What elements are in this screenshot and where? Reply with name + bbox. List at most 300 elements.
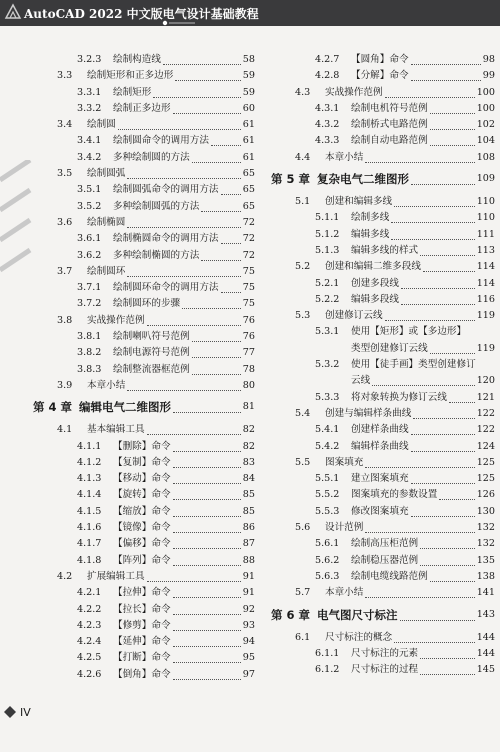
page-ref: 91 xyxy=(242,587,255,599)
section-number: 4.1.7 xyxy=(77,538,102,550)
leader-dots xyxy=(372,384,475,386)
leader-dots xyxy=(411,433,475,435)
toc-subsection[interactable] xyxy=(33,487,255,503)
leader-dots xyxy=(420,547,475,549)
section-title: 【删除】命令 xyxy=(113,440,171,452)
page-ref: 75 xyxy=(242,282,255,294)
toc-section[interactable] xyxy=(271,630,495,646)
leader-dots xyxy=(147,580,241,582)
toc-subsection[interactable] xyxy=(33,248,255,264)
section-number: 4.1.3 xyxy=(77,473,102,485)
page-ref: 97 xyxy=(242,668,255,680)
leader-dots xyxy=(423,270,475,272)
section-number: 3.4 xyxy=(57,119,73,131)
page-ref: 138 xyxy=(476,570,495,582)
section-title: 图案填充 xyxy=(325,456,364,468)
section-number: 5.3.3 xyxy=(315,391,340,403)
toc-subsection[interactable] xyxy=(271,471,495,487)
page-ref: 86 xyxy=(242,522,255,534)
leader-dots xyxy=(173,596,241,598)
section-title: 绘制矩形和正多边形 xyxy=(87,70,174,82)
leader-dots xyxy=(411,450,475,452)
leader-dots xyxy=(173,531,241,533)
toc-subsection[interactable] xyxy=(33,329,255,345)
section-title: 【偏移】命令 xyxy=(113,538,171,550)
leader-dots xyxy=(391,221,474,223)
page-ref: 100 xyxy=(476,102,495,114)
leader-dots xyxy=(173,498,241,500)
section-number: 3.6.2 xyxy=(77,249,102,261)
section-title: 绘制电缆线路范例 xyxy=(351,570,428,582)
section-number: 5.1.2 xyxy=(315,228,340,240)
leader-dots xyxy=(192,356,241,358)
leader-dots xyxy=(411,482,475,484)
section-title: 绘制圆 xyxy=(87,119,116,131)
toc-section[interactable] xyxy=(271,455,495,471)
toc-subsection[interactable] xyxy=(33,101,255,117)
toc-subsection[interactable] xyxy=(271,101,495,117)
toc-section[interactable] xyxy=(33,166,255,182)
section-number: 5.3.2 xyxy=(315,359,340,371)
section-number: 4.3.1 xyxy=(315,102,340,114)
leader-dots xyxy=(173,450,241,452)
section-number: 5.5 xyxy=(295,456,311,468)
toc-subsection[interactable] xyxy=(33,602,255,618)
page-ref: 81 xyxy=(242,401,255,413)
section-title: 【分解】命令 xyxy=(351,70,409,82)
section-title: 修改图案填充 xyxy=(351,505,409,517)
section-title: 图案填充的参数设置 xyxy=(351,489,438,501)
leader-dots xyxy=(153,96,240,98)
leader-dots xyxy=(411,515,475,517)
toc-subsection[interactable] xyxy=(271,324,495,340)
section-number: 5.1 xyxy=(295,196,311,208)
section-number: 4.2.2 xyxy=(77,603,102,615)
leader-dots xyxy=(175,79,240,81)
section-title: 绘制整流器框范例 xyxy=(113,363,190,375)
toc-subsection[interactable] xyxy=(33,504,255,520)
page-ref: 92 xyxy=(242,603,255,615)
section-title: 绘制圆环 xyxy=(87,265,126,277)
leader-dots xyxy=(127,226,240,228)
section-title: 创建和编辑二维多段线 xyxy=(325,261,421,273)
leader-dots xyxy=(394,641,475,643)
toc-section[interactable] xyxy=(271,259,495,275)
section-number: 5.1.3 xyxy=(315,244,340,256)
section-title: 绘制圆弧 xyxy=(87,168,126,180)
section-number: 5.5.1 xyxy=(315,473,340,485)
section-number: 4.3.2 xyxy=(315,119,340,131)
toc-chapter[interactable] xyxy=(271,604,495,626)
toc-subsection[interactable] xyxy=(271,422,495,438)
page-ref: 114 xyxy=(476,277,495,289)
page-ref: 80 xyxy=(242,379,255,391)
page-ref: 141 xyxy=(476,587,495,599)
toc-section[interactable] xyxy=(33,215,255,231)
leader-dots xyxy=(430,580,475,582)
section-number: 3.5.1 xyxy=(77,184,102,196)
toc-subsection[interactable] xyxy=(271,133,495,149)
page-ref: 110 xyxy=(476,212,495,224)
leader-dots xyxy=(118,128,241,130)
chapter-title: 编辑电气二维图形 xyxy=(79,400,171,415)
toc-section[interactable] xyxy=(271,85,495,101)
leader-dots xyxy=(413,417,474,419)
page-ref: 125 xyxy=(476,473,495,485)
leader-dots xyxy=(430,112,475,114)
leader-dots xyxy=(163,63,241,65)
page-ref: 65 xyxy=(242,184,255,196)
leader-dots xyxy=(411,183,475,185)
section-title: 绘制圆命令的调用方法 xyxy=(113,135,209,147)
toc-section[interactable] xyxy=(33,422,255,438)
section-number: 3.8.2 xyxy=(77,347,102,359)
section-number: 3.2.3 xyxy=(77,54,102,65)
toc-subsection[interactable] xyxy=(33,296,255,312)
toc-section[interactable] xyxy=(271,520,495,536)
section-number: 3.3.2 xyxy=(77,102,102,114)
section-title: 多种绘制椭圆的方法 xyxy=(113,249,200,261)
toc-section[interactable] xyxy=(33,569,255,585)
section-number: 3.3 xyxy=(57,70,73,82)
toc-subsection[interactable] xyxy=(271,292,495,308)
section-number: 3.7.1 xyxy=(77,282,102,294)
toc-section[interactable] xyxy=(271,194,495,210)
toc-subsection[interactable] xyxy=(271,536,495,552)
section-title: 编辑多段线 xyxy=(351,293,399,305)
section-number: 6.1.2 xyxy=(315,664,340,676)
header-ornament-icon xyxy=(162,20,196,26)
toc-subsection[interactable] xyxy=(271,243,495,259)
page-ref: 109 xyxy=(476,173,495,185)
section-number: 6.1.1 xyxy=(315,647,340,659)
section-title: 【倒角】命令 xyxy=(113,668,171,680)
leader-dots xyxy=(127,275,240,277)
section-title: 建立图案填充 xyxy=(351,473,409,485)
section-title: 编辑样条曲线 xyxy=(351,440,409,452)
page-ref: 126 xyxy=(476,489,495,501)
section-title: 绘制圆弧命令的调用方法 xyxy=(113,184,219,196)
toc-subsection[interactable] xyxy=(271,357,495,373)
toc-subsection[interactable] xyxy=(33,455,255,471)
toc-subsection[interactable] xyxy=(271,373,495,389)
page-ref: 72 xyxy=(242,249,255,261)
section-number: 3.9 xyxy=(57,379,73,391)
section-title: 绘制椭圆 xyxy=(87,216,126,228)
page-ref: 72 xyxy=(242,233,255,245)
page-ref: 84 xyxy=(242,473,255,485)
section-title: 【拉伸】命令 xyxy=(113,587,171,599)
leader-dots xyxy=(411,79,481,81)
page-ref: 82 xyxy=(242,424,255,436)
leader-dots xyxy=(127,389,240,391)
toc-subsection[interactable] xyxy=(33,199,255,215)
section-title: 绘制矩形 xyxy=(113,86,152,98)
page-ref: 60 xyxy=(242,102,255,114)
section-number: 4.3.3 xyxy=(315,135,340,147)
leader-dots xyxy=(365,466,474,468)
section-title: 绘制圆环命令的调用方法 xyxy=(113,282,219,294)
toc-subsection[interactable] xyxy=(271,553,495,569)
toc-subsection[interactable] xyxy=(271,68,495,84)
page-marker-icon xyxy=(4,706,16,718)
toc-subsection[interactable] xyxy=(33,667,255,683)
toc-subsection[interactable] xyxy=(33,345,255,361)
toc-subsection[interactable] xyxy=(33,85,255,101)
toc-section[interactable] xyxy=(33,117,255,133)
page-ref: 91 xyxy=(242,570,255,582)
toc-subsection[interactable] xyxy=(33,536,255,552)
leader-dots xyxy=(173,112,241,114)
section-title: 使用【矩形】或【多边形】 xyxy=(351,326,467,338)
section-title: 本章小结 xyxy=(87,379,126,391)
toc-subsection[interactable] xyxy=(33,133,255,149)
page-ref: 113 xyxy=(476,244,495,256)
leader-dots xyxy=(385,319,475,321)
leader-dots xyxy=(365,531,474,533)
section-title: 实战操作范例 xyxy=(87,314,145,326)
page-ref: 65 xyxy=(242,200,255,212)
toc-subsection[interactable] xyxy=(271,341,495,357)
section-title: 类型创建修订云线 xyxy=(351,342,428,354)
page-ref: 76 xyxy=(242,314,255,326)
page-ref: 85 xyxy=(242,489,255,501)
page-ref: 124 xyxy=(476,440,495,452)
leader-dots xyxy=(420,254,475,256)
leader-dots xyxy=(430,128,475,130)
section-number: 4.2.3 xyxy=(77,619,102,631)
page-ref: 85 xyxy=(242,505,255,517)
section-title: 【镜像】命令 xyxy=(113,522,171,534)
section-number: 5.4 xyxy=(295,407,311,419)
toc-subsection[interactable] xyxy=(33,362,255,378)
page-ref: 108 xyxy=(476,151,495,163)
toc-subsection[interactable] xyxy=(33,280,255,296)
page-ref: 75 xyxy=(242,265,255,277)
section-title: 创建多段线 xyxy=(351,277,399,289)
page-ref: 61 xyxy=(242,135,255,147)
section-number: 3.5.2 xyxy=(77,200,102,212)
leader-dots xyxy=(192,373,241,375)
toc-section[interactable] xyxy=(271,406,495,422)
page-ref: 122 xyxy=(476,407,495,419)
page-ref: 61 xyxy=(242,151,255,163)
leader-dots xyxy=(430,144,475,146)
page-header xyxy=(0,0,500,26)
section-title: 编辑多线的样式 xyxy=(351,244,419,256)
section-number: 3.8.3 xyxy=(77,363,102,375)
page-ref: 88 xyxy=(242,554,255,566)
leader-dots xyxy=(173,629,241,631)
leader-dots xyxy=(401,287,475,289)
section-number: 3.5 xyxy=(57,168,73,180)
page-ref: 65 xyxy=(242,168,255,180)
toc-subsection[interactable] xyxy=(271,504,495,520)
toc-subsection[interactable] xyxy=(271,117,495,133)
section-number: 3.6 xyxy=(57,216,73,228)
page-ref: 125 xyxy=(476,456,495,468)
toc-subsection[interactable] xyxy=(271,646,495,662)
section-number: 4.2.7 xyxy=(315,54,340,65)
section-title: 绘制圆环的步骤 xyxy=(113,298,181,310)
section-number: 5.3.1 xyxy=(315,326,340,338)
section-title: 绘制椭圆命令的调用方法 xyxy=(113,233,219,245)
leader-dots xyxy=(173,613,241,615)
leader-dots xyxy=(192,340,241,342)
section-title: 绘制自动电路范例 xyxy=(351,135,428,147)
section-title: 云线 xyxy=(351,375,371,387)
section-number: 5.2.1 xyxy=(315,277,340,289)
page-ref: 100 xyxy=(476,86,495,98)
page-ref: 82 xyxy=(242,440,255,452)
section-title: 本章小结 xyxy=(325,151,364,163)
section-title: 将对象转换为修订云线 xyxy=(351,391,447,403)
section-number: 4.1.5 xyxy=(77,505,102,517)
toc-section[interactable] xyxy=(271,308,495,324)
page-ref: 77 xyxy=(242,347,255,359)
toc-subsection[interactable] xyxy=(33,634,255,650)
section-number: 5.6 xyxy=(295,522,311,534)
page-ref: 145 xyxy=(476,664,495,676)
page-ref: 87 xyxy=(242,538,255,550)
leader-dots xyxy=(211,144,241,146)
page-ref: 59 xyxy=(242,70,255,82)
page-ref: 119 xyxy=(476,342,495,354)
toc-section[interactable] xyxy=(271,150,495,166)
section-number: 3.7.2 xyxy=(77,298,102,310)
toc-subsection[interactable] xyxy=(271,569,495,585)
page-ref: 78 xyxy=(242,363,255,375)
section-number: 5.6.1 xyxy=(315,538,340,550)
section-title: 绘制构造线 xyxy=(113,54,161,65)
page-ref: 110 xyxy=(476,196,495,208)
leader-dots xyxy=(400,619,475,621)
section-title: 【圆角】命令 xyxy=(351,54,409,65)
toc-subsection[interactable] xyxy=(271,276,495,292)
section-title: 多种绘制圆弧的方法 xyxy=(113,200,200,212)
page-ref: 95 xyxy=(242,652,255,664)
toc-subsection[interactable] xyxy=(271,662,495,678)
section-number: 4.1.6 xyxy=(77,522,102,534)
section-title: 实战操作范例 xyxy=(325,86,383,98)
section-number: 3.3.1 xyxy=(77,86,102,98)
toc-subsection[interactable] xyxy=(33,553,255,569)
toc-chapter[interactable] xyxy=(271,168,495,190)
chapter-title: 复杂电气二维图形 xyxy=(317,172,409,187)
page-ref: 122 xyxy=(476,424,495,436)
leader-dots xyxy=(147,324,241,326)
leader-dots xyxy=(391,238,474,240)
leader-dots xyxy=(127,177,240,179)
section-number: 5.2 xyxy=(295,261,311,273)
toc-section[interactable] xyxy=(271,585,495,601)
page-ref: 114 xyxy=(476,261,495,273)
toc-section[interactable] xyxy=(33,378,255,394)
section-number: 5.4.1 xyxy=(315,424,340,436)
section-number: 5.5.2 xyxy=(315,489,340,501)
section-title: 【拉长】命令 xyxy=(113,603,171,615)
section-title: 基本编辑工具 xyxy=(87,424,145,436)
page-ref: 119 xyxy=(476,310,495,322)
chapter-number: 第 6 章 xyxy=(271,607,311,622)
toc-chapter[interactable] xyxy=(33,396,255,418)
section-number: 4.2.5 xyxy=(77,652,102,664)
toc-subsection[interactable] xyxy=(271,210,495,226)
leader-dots xyxy=(401,303,475,305)
leader-dots xyxy=(201,259,240,261)
toc-section[interactable] xyxy=(33,264,255,280)
toc-subsection[interactable] xyxy=(33,618,255,634)
leader-dots xyxy=(173,515,241,517)
section-title: 绘制稳压器范例 xyxy=(351,554,419,566)
page-ref: 59 xyxy=(242,86,255,98)
section-title: 【阵列】命令 xyxy=(113,554,171,566)
toc-subsection[interactable] xyxy=(271,439,495,455)
section-title: 绘制高压柜范例 xyxy=(351,538,419,550)
toc-section[interactable] xyxy=(33,68,255,84)
toc-subsection[interactable] xyxy=(33,439,255,455)
page-ref: 132 xyxy=(476,538,495,550)
toc-subsection[interactable] xyxy=(33,231,255,247)
leader-dots xyxy=(201,210,240,212)
section-title: 【旋转】命令 xyxy=(113,489,171,501)
leader-dots xyxy=(173,661,241,663)
leader-dots xyxy=(394,205,475,207)
toc-subsection[interactable] xyxy=(33,585,255,601)
toc-subsection[interactable] xyxy=(33,150,255,166)
leader-dots xyxy=(173,547,241,549)
section-number: 3.4.2 xyxy=(77,151,102,163)
leader-dots xyxy=(147,433,241,435)
toc-subsection[interactable] xyxy=(271,487,495,503)
section-title: 本章小结 xyxy=(325,587,364,599)
section-number: 5.1.1 xyxy=(315,212,340,224)
toc-subsection[interactable] xyxy=(271,52,495,68)
toc-subsection[interactable] xyxy=(33,182,255,198)
toc-subsection[interactable] xyxy=(271,390,495,406)
section-title: 尺寸标注的概念 xyxy=(325,631,393,643)
section-title: 绘制喇叭符号范例 xyxy=(113,331,190,343)
section-number: 3.8 xyxy=(57,314,73,326)
section-title: 创建与编辑样条曲线 xyxy=(325,407,412,419)
section-number: 3.7 xyxy=(57,265,73,277)
toc-subsection[interactable] xyxy=(33,52,255,68)
toc-subsection[interactable] xyxy=(271,227,495,243)
section-number: 4.1.2 xyxy=(77,456,102,468)
section-title: 绘制正多边形 xyxy=(113,102,171,114)
leader-dots xyxy=(365,596,474,598)
toc-subsection[interactable] xyxy=(33,471,255,487)
section-number: 3.6.1 xyxy=(77,233,102,245)
page-ref: 93 xyxy=(242,619,255,631)
leader-dots xyxy=(411,63,481,65)
toc-subsection[interactable] xyxy=(33,650,255,666)
section-number: 3.8.1 xyxy=(77,331,102,343)
section-number: 5.3 xyxy=(295,310,311,322)
toc-subsection[interactable] xyxy=(33,520,255,536)
toc-section[interactable] xyxy=(33,313,255,329)
section-title: 绘制电源符号范例 xyxy=(113,347,190,359)
section-title: 尺寸标注的元素 xyxy=(351,647,419,659)
section-title: 绘制电机符号范例 xyxy=(351,102,428,114)
section-number: 5.6.3 xyxy=(315,570,340,582)
section-title: 扩展编辑工具 xyxy=(87,570,145,582)
leader-dots xyxy=(182,307,241,309)
section-number: 5.2.2 xyxy=(315,293,340,305)
toc-right-column xyxy=(271,52,495,678)
section-number: 5.7 xyxy=(295,587,311,599)
page-ref: 120 xyxy=(476,375,495,387)
